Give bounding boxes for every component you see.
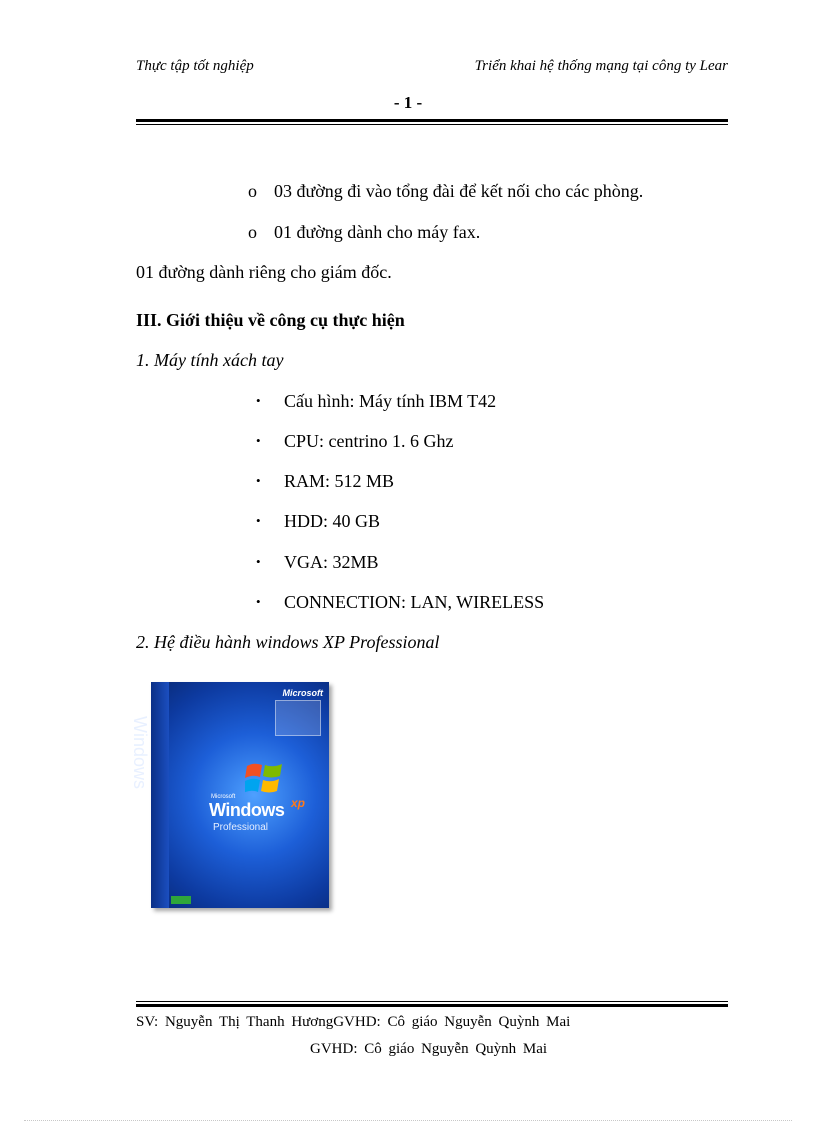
bullet-icon: • <box>256 594 261 609</box>
header-right-title: Triển khai hệ thống mạng tại công ty Lear <box>474 58 728 74</box>
list-item: o 03 đường đi vào tổng đài để kết nối cho các phòng. <box>248 181 644 201</box>
page-bottom-border <box>24 1120 792 1121</box>
logo-small-text: Microsoft <box>211 794 236 800</box>
xp-logo-text: xp <box>291 796 306 810</box>
header-rule <box>136 119 728 125</box>
bullet-icon: • <box>256 393 261 408</box>
bullet-icon: • <box>256 433 261 448</box>
circle-bullet-icon: o <box>248 181 257 201</box>
subheading-os: 2. Hệ điều hành windows XP Professional <box>136 632 440 652</box>
windows-xp-box-image <box>130 682 329 908</box>
list-item: • VGA: 32MB <box>256 552 379 572</box>
spine-text: Windows <box>130 715 151 790</box>
edition-text: Professional <box>213 822 269 833</box>
bullet-icon: • <box>256 554 261 569</box>
windows-flag-icon <box>245 760 283 796</box>
footer-line-1: SV: Nguyễn Thị Thanh HươngGVHD: Cô giáo Nguyễn Quỳnh Mai <box>136 1014 571 1030</box>
box-info-panel <box>275 700 321 736</box>
circle-bullet-icon: o <box>248 222 257 242</box>
box-spine <box>130 682 169 908</box>
section-heading: III. Giới thiệu về công cụ thực hiện <box>136 310 405 330</box>
list-item: • HDD: 40 GB <box>256 511 381 531</box>
microsoft-brand: Microsoft <box>282 688 323 698</box>
page-number: - 1 - <box>393 93 423 112</box>
header-left-title: Thực tập tốt nghiệp <box>136 58 254 74</box>
list-item: • RAM: 512 MB <box>256 471 395 491</box>
footer-line-2: GVHD: Cô giáo Nguyễn Quỳnh Mai <box>310 1041 548 1057</box>
bullet-icon: • <box>256 513 261 528</box>
box-corner-tag <box>171 896 191 904</box>
list-item: • CPU: centrino 1. 6 Ghz <box>256 431 454 451</box>
list-item: o 01 đường dành cho máy fax. <box>248 222 481 242</box>
footer-rule <box>136 1001 728 1007</box>
bullet-icon: • <box>256 473 261 488</box>
subheading-laptop: 1. Máy tính xách tay <box>136 350 284 370</box>
list-item: • Cấu hình: Máy tính IBM T42 <box>256 391 497 411</box>
list-item: • CONNECTION: LAN, WIRELESS <box>256 592 545 612</box>
windows-logo-text: Windows <box>209 800 285 820</box>
paragraph: 01 đường dành riêng cho giám đốc. <box>136 262 392 282</box>
